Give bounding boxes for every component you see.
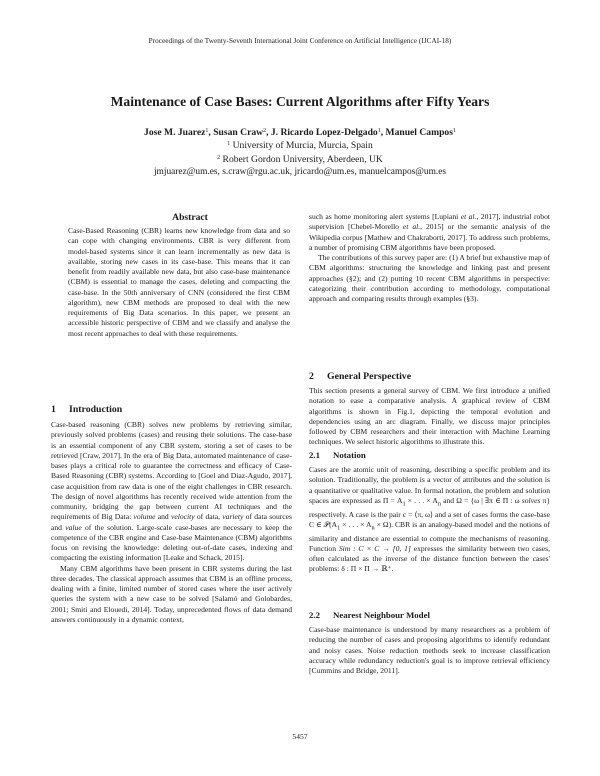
emphasis: et al. xyxy=(460,212,477,221)
section-number: 1 xyxy=(51,404,56,415)
subsection-title: Nearest Neighbour Model xyxy=(333,610,430,620)
affiliation-sup: 2 xyxy=(217,155,221,161)
text-run: expresses the similarity between two cases, often calculated as the inverse of the distance function between the cases' problems: δ : Π × Π → ℝ⁺. xyxy=(309,543,550,574)
author-name: J. Ricardo Lopez-Delgado xyxy=(270,127,378,138)
emphasis: volume xyxy=(133,512,156,522)
text-run: of data sources and xyxy=(51,512,292,532)
text-run: × Ω). CBR is an analogy-based model and the notions of similarity and distance are essential to compute the mechanisms of reasoning. Function xyxy=(309,519,550,553)
text-run: and xyxy=(155,512,171,522)
section-number: 2 xyxy=(309,371,314,382)
author-sep: , xyxy=(380,127,386,138)
author-name: Susan Craw xyxy=(213,127,264,138)
proceedings-header: Proceedings of the Twenty-Seventh International Joint Conference on Artificial Intelligence (IJCAI-18) xyxy=(148,37,452,45)
section-title: Introduction xyxy=(69,404,123,415)
notation-body xyxy=(309,465,550,575)
emphasis: solves xyxy=(521,495,541,505)
subscript: 1 xyxy=(402,500,406,508)
affiliation xyxy=(0,140,600,151)
section-heading-introduction xyxy=(51,404,122,415)
page-number: 5457 xyxy=(292,732,308,741)
author-sup: 1 xyxy=(205,128,209,134)
text-run: × . . . × A xyxy=(340,519,372,529)
emphasis: velocity xyxy=(170,512,195,522)
text-run: of the solution. Large-scale case-bases are necessary to keep the competence of the CBR engine and Case-base Maintenance (CBM) algorithms focus on revising the knowledge: deleting out-of-date cases, indexing and compacting the existing information [Leake and Schack, 2015]. xyxy=(51,522,293,563)
paper-title: Maintenance of Case Bases: Current Algorithms after Fifty Years xyxy=(110,94,490,109)
author-sup: 2 xyxy=(263,128,267,134)
formula: Sim : C × C → [0, 1] xyxy=(338,543,411,553)
subscript: n xyxy=(371,524,375,532)
text-run: Cases are the atomic unit of reasoning, describing a specific problem and its solution. Traditionally, the problem is a vector of attributes and the solution is a quantitative or qualitative value. In formal notation, the problem and solution spaces are expressed as Π = A xyxy=(309,465,550,505)
abstract-text: Case-Based Reasoning (CBR) learns new knowledge from data and so can cope with changing environments. CBR is very different from model-based systems since it can learn incrementally as new data is available, storing new cases in its case-base. This means that it can benefit from readily available new data, but also case-base maintenance (CBM) is essential to manage the cases, deleting and compacting the case-base. In the 50th anniversary of CNN (considered the first CBM algorithm), new CBM methods are proposed to deal with the new requirements of Big Data scenarios. In this paper, we present an accessible historic perspective of CBM and we classify and analyse the most recent approaches to deal with these requirements. xyxy=(68,226,290,338)
author-emails: jmjuarez@um.es, s.craw@rgu.ac.uk, jricardo@um.es, manuelcampos@um.es xyxy=(153,167,447,177)
text-run: of data, xyxy=(194,512,223,522)
author-sep: , xyxy=(208,127,214,138)
text-run: , 2015] or the semantic analysis of the Wikipedia corpus [Mathew and Chakraborti, 2017]. To address such problems, a number of promising CBM algorithms have been proposed. xyxy=(309,222,550,252)
affiliation-sup: 1 xyxy=(227,141,231,147)
author-name: Jose M. Juarez xyxy=(144,127,206,138)
abstract-heading: Abstract xyxy=(172,212,208,223)
subsection-title: Notation xyxy=(333,450,366,460)
abstract-body xyxy=(68,226,290,339)
subsection-heading-notation xyxy=(309,450,366,460)
emphasis: value xyxy=(65,522,82,532)
emphasis: et al. xyxy=(402,222,421,232)
author-list xyxy=(0,127,600,138)
paragraph: The contributions of this survey paper are: (1) A brief but exhaustive map of CBM algorithms: structuring the knowledge and linking past and present approaches (§2); and (2) putting 10 recent CBM algorithms in perspective: categorizing their contribution according to methodology, computational approach and comparing results through examples (§3). xyxy=(309,253,550,303)
text-run: π} respectively. A case is the pair c = ⟨π, ω⟩ and a set of cases forms the case-base C ∈ 𝒫(A xyxy=(309,495,550,529)
author-sep: , xyxy=(266,127,271,138)
introduction-continued xyxy=(309,212,550,304)
emphasis: variety xyxy=(222,512,244,522)
affiliation-text: University of Murcia, Murcia, Spain xyxy=(232,140,373,151)
text-run: × . . . × A xyxy=(405,495,438,505)
paragraph: Many CBM algorithms have been present in CBR systems during the last three decades. The classical approach assumes that CBM is an offline process, dealing with a finite, limited number of stored cases where the user actively queries the system with a new case to be solved [Salamó and Golobardes, 2001; Smiti and Elouedi, 2014]. Today, unprecedented flows of data demand answers continuously in a dynamic context, xyxy=(51,563,292,624)
subsection-number: 2.2 xyxy=(309,610,320,620)
text-run: Case-based reasoning (CBR) solves new problems by retrieving similar, previously solved problems (cases) and reusing their solutions. The case-base is an essential component of any CBR system, storing a set of cases to be retrieved [Craw, 2017]. In the era of Big Data, automated maintenance of case-bases plays a critical role to guarantee the correctness and efficacy of Case-Based Reasoning (CBR) systems. According to [Goel and Diaz-Agudo, 2017], case acquisition from raw data is one of the eight challenges in CBR research. The design of novel algorithms has recently received wide attention from the community, bridging the gap between current AI techniques and the requirements of Big Data: xyxy=(51,420,292,522)
subscript: n xyxy=(437,500,441,508)
section-heading-general-perspective xyxy=(309,371,411,382)
author-sup: 1 xyxy=(452,128,456,134)
author-sup: 1 xyxy=(377,128,381,134)
paragraph: Case-base maintenance is understood by many researchers as a problem of reducing the number of cases and proposing algorithms to identify redundant and noisy cases. Noise reduction methods seek to increase classification accuracy while redundancy reduction's goal is to improve retrieval efficiency [Cummins and Bridge, 2011]. xyxy=(309,625,550,675)
text-run: , 2017], industrial robot supervision [Chebel-Morello xyxy=(309,212,551,232)
subsection-heading-nearest-neighbour xyxy=(309,610,430,620)
introduction-body xyxy=(51,420,292,625)
subsection-number: 2.1 xyxy=(309,450,320,460)
section-title: General Perspective xyxy=(327,371,412,382)
text-run: such as home monitoring alert systems [Lupiani xyxy=(309,212,461,221)
subscript: 1 xyxy=(337,524,341,532)
paragraph xyxy=(309,465,550,575)
nearest-neighbour-body xyxy=(309,625,550,676)
paragraph: This section presents a general survey of CBM. We first introduce a unified notation to ease a comparative analysis. A graphical review of CBM algorithms is shown in Fig.1, depicting the temporal evolution and dependencies using an arc diagram. Finally, we discuss major principles followed by CBM researchers and their interaction with Machine Learning techniques. We select historic algorithms to illustrate this. xyxy=(309,386,550,447)
paragraph xyxy=(309,212,550,253)
text-run: and Ω = {ω | ∃π ∈ Π : ω xyxy=(441,495,522,505)
affiliation xyxy=(0,154,600,165)
general-perspective-body xyxy=(309,386,550,448)
paragraph xyxy=(51,420,292,564)
author-name: Manuel Campos xyxy=(385,127,453,138)
affiliation-text: Robert Gordon University, Aberdeen, UK xyxy=(222,154,383,165)
